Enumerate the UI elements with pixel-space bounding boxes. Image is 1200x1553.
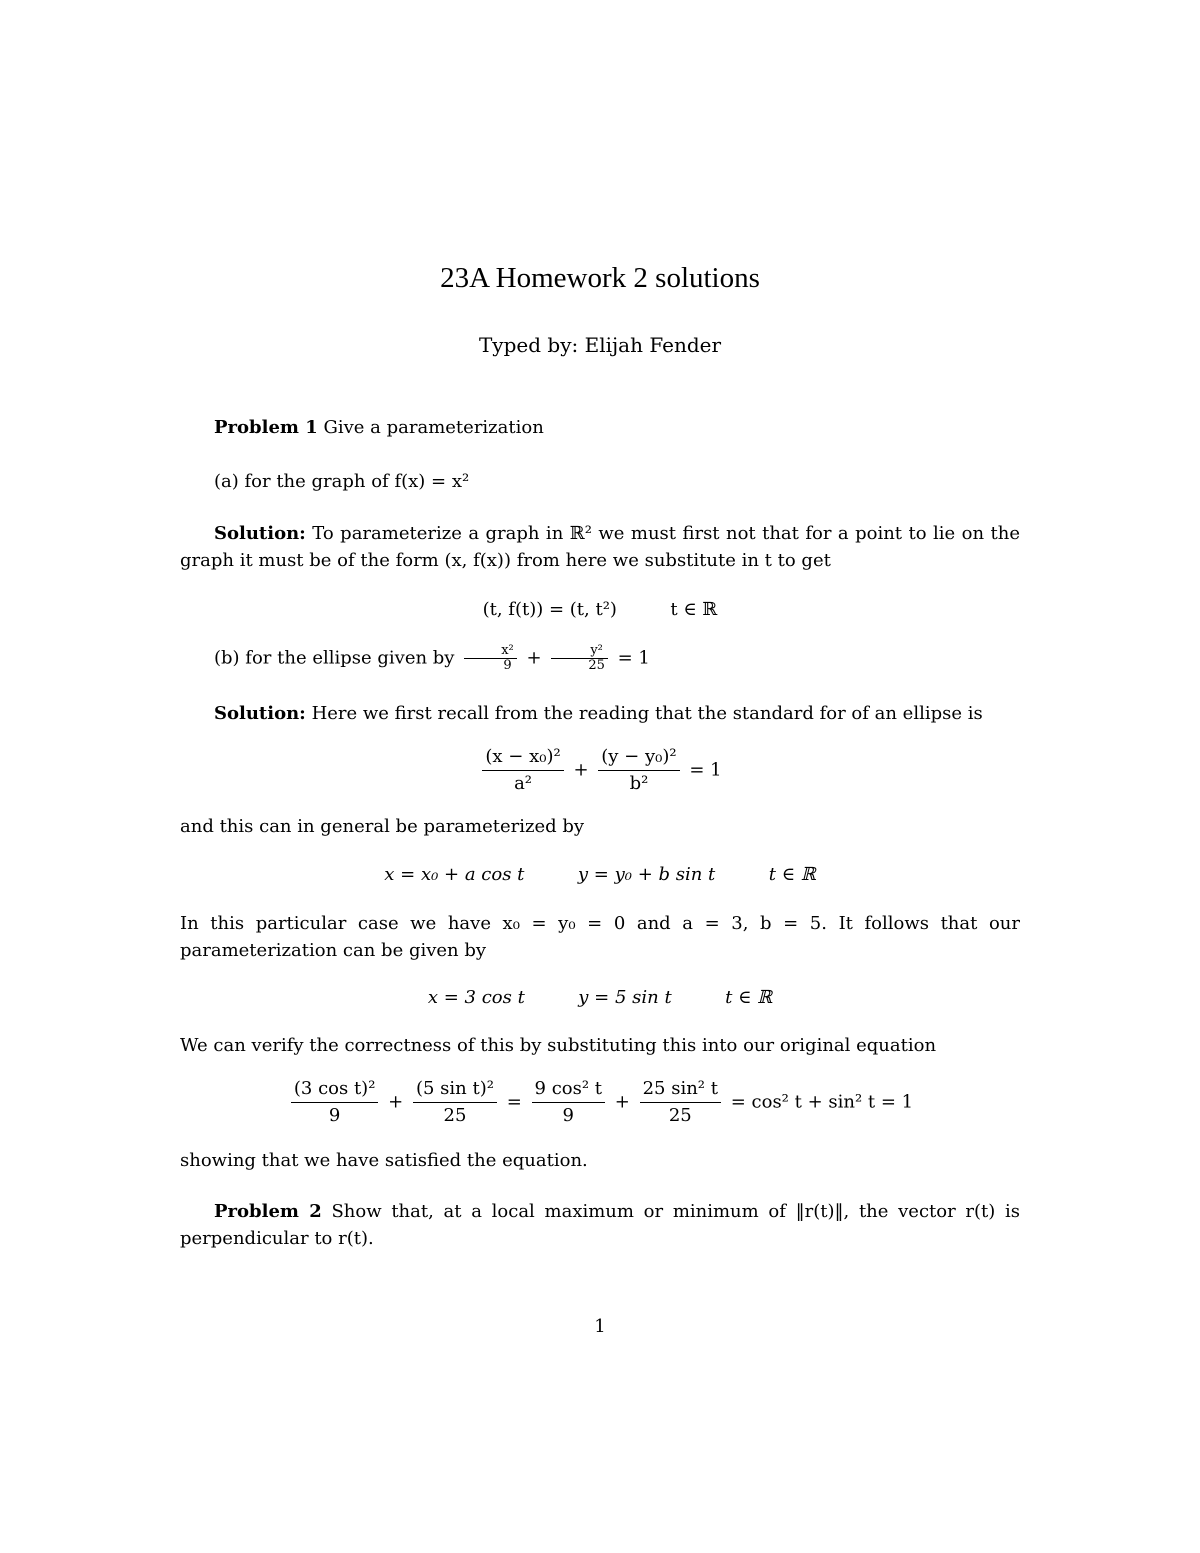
equation-a [180,596,1020,623]
standard-form-fraction-y-denominator: b² [629,773,649,794]
particular-case-text: In this particular case we have x₀ = y₀ = 0 and a = 3, b = 5. It follows that our parameterization can be given by [180,913,1020,961]
general-parameterization [180,861,1020,888]
solution-b [180,700,1020,727]
verify-equals: = [506,1091,522,1113]
solution-a [180,520,1020,574]
verify-fraction-1-denominator: 9 [328,1105,341,1126]
equation-a-lhs: (t, f(t)) = (t, t²) [482,599,617,620]
verify-fraction-2 [413,1076,497,1129]
document-author: Typed by: Elijah Fender [478,333,722,357]
part-b-plus: + [526,647,542,669]
part-b-fraction-x-denominator: 9 [503,658,512,673]
particular-domain: t ∈ ℝ [725,987,773,1008]
verify-fraction-2-numerator: (5 sin t)² [413,1076,497,1103]
problem-2-text: Show that, at a local maximum or minimum of ‖r(t)‖, the vector r(t) is perpendicular to r(t). [180,1201,1020,1249]
conclusion-text: showing that we have satisfied the equation. [180,1150,588,1171]
verify-fraction-3-numerator: 9 cos² t [532,1076,606,1103]
standard-form-fraction-x-numerator: (x − x₀)² [482,744,563,771]
standard-form-plus: + [573,759,589,781]
problem-1-statement [180,414,1020,441]
standard-form-fraction-y-numerator: (y − y₀)² [598,744,679,771]
particular-x: x = 3 cos t [427,987,525,1008]
verify-rhs: = cos² t + sin² t = 1 [730,1091,914,1113]
part-b-fraction-y-numerator: y² [551,644,608,659]
verify-plus-1: + [388,1091,404,1113]
general-domain: t ∈ ℝ [768,864,816,885]
problem-2-label: Problem 2 [214,1201,322,1222]
verify-fraction-2-denominator: 25 [443,1105,467,1126]
part-b-fraction-x-numerator: x² [464,644,517,659]
part-b [180,644,1020,673]
part-b-prefix: (b) for the ellipse given by [214,647,455,669]
standard-form-fraction-x-denominator: a² [514,773,533,794]
part-b-fraction-y-denominator: 25 [588,658,605,673]
general-y: y = y₀ + b sin t [577,864,716,885]
verify-fraction-3 [532,1076,606,1129]
page-number: 1 [594,1316,606,1337]
document-title: 23A Homework 2 solutions [440,262,760,294]
equation-a-domain: t ∈ ℝ [670,599,718,620]
verify-fraction-1-numerator: (3 cos t)² [291,1076,379,1103]
solution-a-text: To parameterize a graph in ℝ² we must first not that for a point to lie on the graph it must be of the form (x, f(x)) from here we substitute in t to get [180,523,1020,571]
general-x: x = x₀ + a cos t [384,864,525,885]
part-a: (a) for the graph of f(x) = x² [214,471,470,492]
solution-b-text: Here we first recall from the reading that the standard for of an ellipse is [311,703,983,724]
problem-1-prompt: Give a parameterization [323,417,544,438]
particular-y: y = 5 sin t [578,987,672,1008]
standard-form-rhs: = 1 [689,759,722,781]
verify-text: We can verify the correctness of this by substituting this into our original equation [180,1035,937,1056]
problem-2-statement [180,1198,1020,1252]
verify-fraction-3-denominator: 9 [562,1105,574,1126]
verification-equation [180,1076,1020,1129]
standard-form-equation [180,744,1020,797]
verify-plus-2: + [614,1091,630,1113]
verify-fraction-4-numerator: 25 sin² t [640,1076,721,1103]
verify-fraction-4-denominator: 25 [668,1105,692,1126]
part-b-fraction-x [464,644,517,673]
problem-1-label: Problem 1 [214,417,318,438]
verify-fraction-1 [291,1076,379,1129]
general-text: and this can in general be parameterized by [180,816,585,837]
standard-form-fraction-y [598,744,679,797]
particular-parameterization [180,984,1020,1011]
solution-b-label: Solution: [214,703,306,724]
verify-fraction-4 [640,1076,721,1129]
standard-form-fraction-x [482,744,563,797]
part-b-rhs: = 1 [617,647,650,669]
part-b-fraction-y [551,644,608,673]
solution-a-label: Solution: [214,523,306,544]
